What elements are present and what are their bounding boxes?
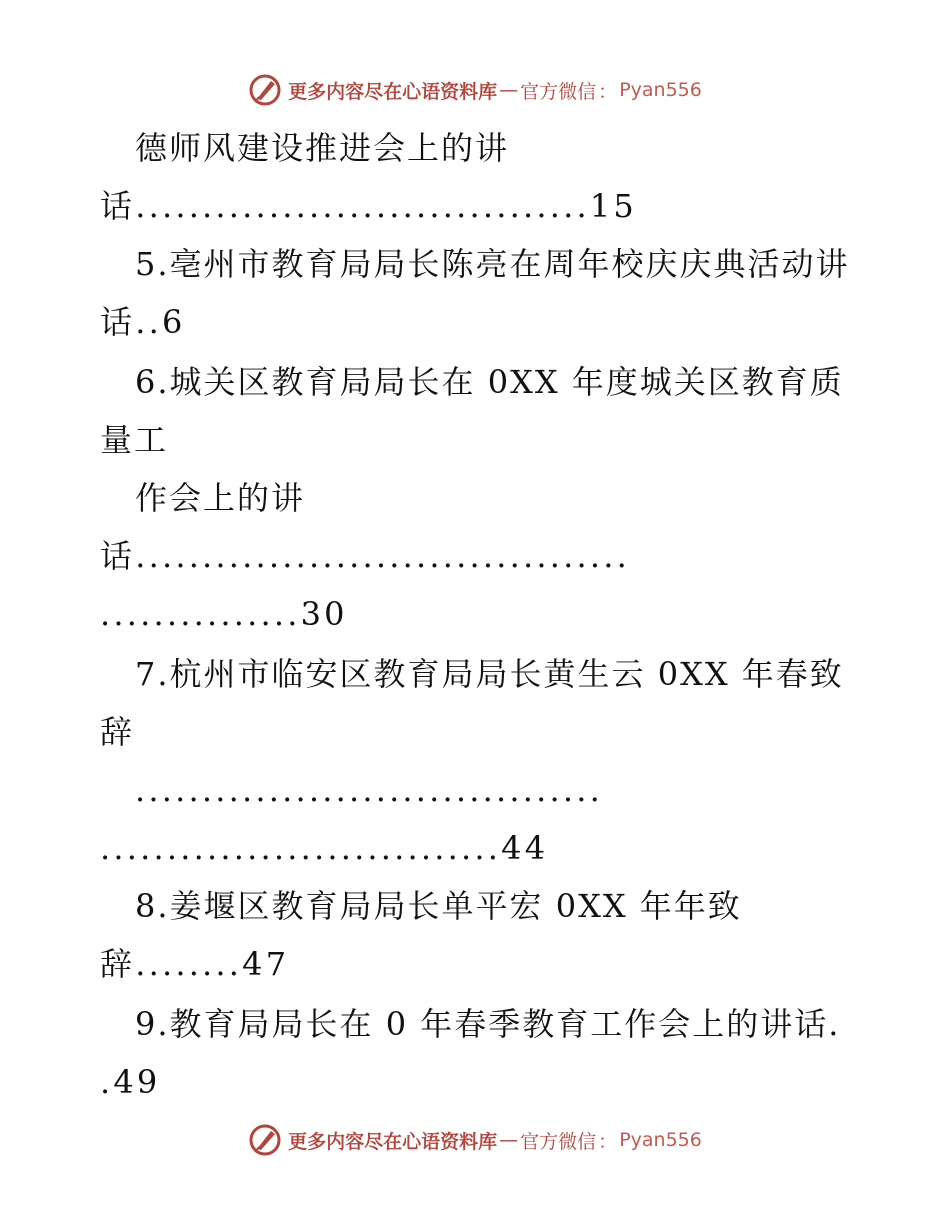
toc-line: 8.姜堰区教育局局长单平宏 0XX 年年致 bbox=[135, 887, 742, 925]
toc-line: .49 bbox=[100, 1063, 161, 1101]
watermark-text: 更多内容尽在心语资料库 bbox=[288, 1130, 498, 1153]
toc-line: 辞........47 bbox=[100, 945, 290, 983]
toc-line: 话..6 bbox=[100, 303, 186, 341]
watermark-footer bbox=[0, 1120, 950, 1160]
toc-line: 辞 bbox=[100, 713, 135, 751]
watermark-label: 官方微信 bbox=[520, 1130, 597, 1153]
toc-line: ..............................44 bbox=[100, 829, 549, 867]
watermark-label: 官方微信 bbox=[520, 80, 597, 103]
watermark-header bbox=[0, 70, 950, 110]
toc-line: 量工 bbox=[100, 421, 169, 459]
watermark-text: 更多内容尽在心语资料库 bbox=[288, 80, 498, 103]
toc-line: ................................... bbox=[135, 771, 604, 809]
toc-line: 7.杭州市临安区教育局局长黄生云 0XX 年春致 bbox=[135, 655, 844, 693]
quill-logo-icon bbox=[248, 73, 282, 107]
watermark-wechat-id: Pyan556 bbox=[619, 79, 702, 101]
toc-line: 话..................................15 bbox=[100, 187, 637, 225]
toc-line: 德师风建设推进会上的讲 bbox=[135, 129, 510, 167]
toc-line: 5.亳州市教育局局长陈亮在周年校庆庆典活动讲 bbox=[135, 245, 850, 283]
watermark-dash: — bbox=[499, 1129, 519, 1151]
watermark-separator: ： bbox=[598, 80, 618, 103]
toc-line: 话..................................... bbox=[100, 537, 630, 575]
quill-logo-icon bbox=[248, 1123, 282, 1157]
toc-line: 6.城关区教育局局长在 0XX 年度城关区教育质 bbox=[135, 363, 844, 401]
toc-line: 9.教育局局长在 0 年春季教育工作会上的讲话. bbox=[135, 1005, 841, 1043]
toc-line: ...............30 bbox=[100, 595, 348, 633]
watermark-dash: — bbox=[499, 79, 519, 101]
toc-line: 作会上的讲 bbox=[135, 479, 306, 517]
watermark-wechat-id: Pyan556 bbox=[619, 1129, 702, 1151]
watermark-separator: ： bbox=[598, 1130, 618, 1153]
